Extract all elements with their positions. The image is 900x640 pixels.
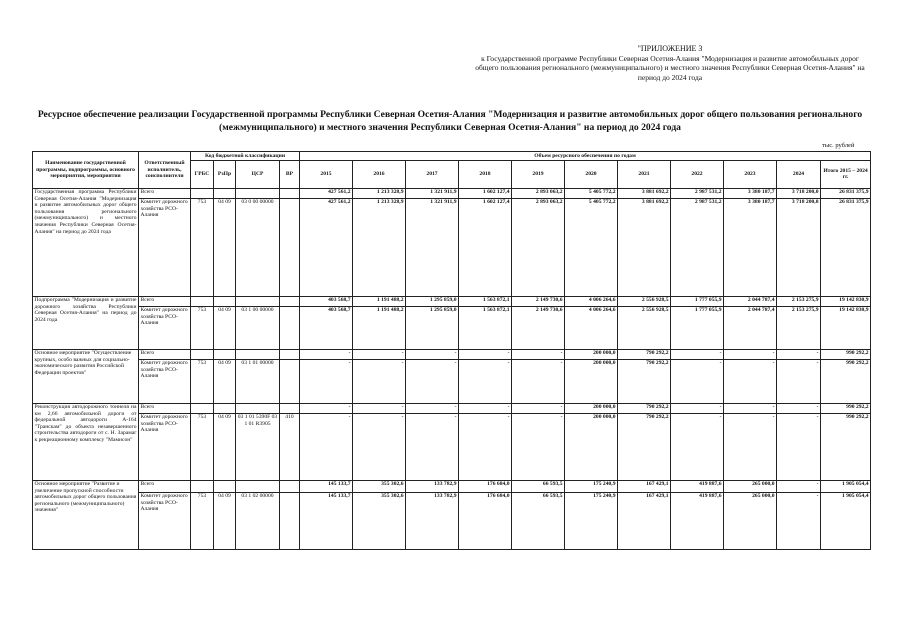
value-cell: 200 000,0 (565, 413, 618, 480)
rzpr-cell: 04 09 (214, 359, 236, 403)
value-cell: - (353, 359, 406, 403)
total-cell: 990 292,2 (821, 413, 871, 480)
value-cell: 790 292,2 (618, 359, 671, 403)
header-year: 2022 (671, 160, 724, 188)
csr-cell: 03 1 01 00000 (236, 359, 280, 403)
table-row (33, 349, 871, 359)
grbs-cell: 753 (191, 413, 214, 480)
header-year: 2017 (406, 160, 459, 188)
total-cell: 990 292,2 (821, 359, 871, 403)
table-row (33, 480, 871, 492)
executor-cell: Комитет дорожного хозяйства РСО-Алания (139, 413, 191, 480)
activity-name: Основное мероприятие "Осуществление крупных, особо важных для социально-экономического развития Российской Федерации проектов" (33, 349, 139, 403)
total-cell: 26 831 375,9 (821, 188, 871, 198)
header-total: Итого 2015 – 2024 гг. (821, 160, 871, 188)
value-cell: 200 000,0 (565, 403, 618, 413)
program-name: Государственная программа Республики Северная Осетия-Алания "Модернизация и развитие автомобильных дорог общего пользования регионального (межмуниципального) и местного значения Республики Северная Осетия-Алания" на период до 2024 года (33, 188, 139, 296)
subprogram-name: Подпрограмма "Модернизация и развитие дорожного хозяйства Республики Северная Осетия-Алания" на период до 2024 года (33, 296, 139, 349)
table-row (33, 296, 871, 306)
value-cell: 145 133,7 (300, 492, 353, 549)
table-row (33, 403, 871, 413)
grbs-cell: 753 (191, 359, 214, 403)
value-cell: 145 133,7 (300, 480, 353, 492)
resource-table (32, 151, 871, 550)
rzpr-cell: 04 09 (214, 306, 236, 349)
table-row (33, 492, 871, 549)
value-cell: - (724, 413, 777, 480)
value-cell: - (724, 359, 777, 403)
value-cell: 3 881 692,2 (618, 198, 671, 296)
value-cell: - (353, 403, 406, 413)
value-cell: 427 561,2 (300, 198, 353, 296)
value-cell: 1 321 911,9 (406, 188, 459, 198)
document-title: Ресурсное обеспечение реализации Государственной программы Республики Северная Осетия-Алания "Модернизация и развитие автомобильных дорог общего пользования регионального (межмуниципального) и местного значения Республики Северная Осетия-Алания" на период до 2024 года (37, 109, 863, 133)
value-cell: 5 405 772,2 (565, 198, 618, 296)
value-cell: 1 191 488,2 (353, 306, 406, 349)
header-year: 2020 (565, 160, 618, 188)
total-cell: 26 831 375,9 (821, 198, 871, 296)
value-cell: 2 987 531,2 (671, 198, 724, 296)
value-cell: 2 987 531,2 (671, 188, 724, 198)
activity-name: Реконструкция автодорожного тоннеля на км 2,66 автомобильной дороги от федеральной автодороги А-164 "Транскам" до объекта незавершенного строительства автодороги от с. Н. Зарамаг к рекреационному комплексу "Мамисон" (33, 403, 139, 480)
all-label: Всего (139, 349, 191, 359)
csr-cell: 03 0 00 00000 (236, 198, 280, 296)
table-row (33, 198, 871, 296)
value-cell: 175 240,9 (565, 480, 618, 492)
value-cell: 66 593,5 (512, 480, 565, 492)
table-row (33, 413, 871, 480)
header-year: 2018 (459, 160, 512, 188)
value-cell: 427 561,2 (300, 188, 353, 198)
rzpr-cell: 04 09 (214, 492, 236, 549)
value-cell: - (512, 359, 565, 403)
value-cell: 2 149 730,6 (512, 306, 565, 349)
header-row-1 (33, 152, 871, 161)
value-cell: - (512, 349, 565, 359)
value-cell: 2 044 787,4 (724, 296, 777, 306)
value-cell: - (671, 403, 724, 413)
value-cell: 5 405 772,2 (565, 188, 618, 198)
total-cell: 990 292,2 (821, 403, 871, 413)
value-cell: 1 321 911,9 (406, 198, 459, 296)
csr-cell: 03 1 02 00000 (236, 492, 280, 549)
value-cell: - (459, 359, 512, 403)
vr-cell: 410 (280, 413, 300, 480)
value-cell: - (353, 349, 406, 359)
all-label: Всего (139, 188, 191, 198)
value-cell: - (406, 359, 459, 403)
total-cell: 1 905 054,4 (821, 480, 871, 492)
activity-name: Основное мероприятие "Развитие и увеличение пропускной способности автомобильных дорог общего пользования регионального (межмуниципального) значения" (33, 480, 139, 549)
all-label: Всего (139, 403, 191, 413)
value-cell: 4 006 264,6 (565, 306, 618, 349)
appendix-heading: "ПРИЛОЖЕНИЕ 3 (637, 44, 703, 53)
header-rzpr: РзПр (214, 160, 236, 188)
value-cell: 2 556 928,5 (618, 296, 671, 306)
value-cell: - (300, 359, 353, 403)
value-cell: 2 149 730,6 (512, 296, 565, 306)
value-cell: 133 782,9 (406, 480, 459, 492)
vr-cell (280, 359, 300, 403)
value-cell: 3 718 200,0 (777, 198, 821, 296)
csr-cell: 03 1 00 00000 (236, 306, 280, 349)
value-cell: 265 000,0 (724, 480, 777, 492)
header-year: 2021 (618, 160, 671, 188)
value-cell: 3 380 187,7 (724, 188, 777, 198)
value-cell: 200 000,0 (565, 349, 618, 359)
vr-cell (280, 306, 300, 349)
value-cell: 1 777 055,9 (671, 296, 724, 306)
units-label: тыс. рублей (822, 142, 855, 149)
value-cell: - (777, 359, 821, 403)
total-cell: 990 292,2 (821, 349, 871, 359)
value-cell: - (459, 349, 512, 359)
value-cell: 1 563 872,1 (459, 306, 512, 349)
header-budget-code: Код бюджетной классификации (191, 152, 300, 161)
value-cell: 1 213 328,9 (353, 198, 406, 296)
value-cell: 790 292,2 (618, 413, 671, 480)
value-cell: 133 782,9 (406, 492, 459, 549)
header-grbs: ГРБС (191, 160, 214, 188)
value-cell: - (300, 413, 353, 480)
value-cell: - (353, 413, 406, 480)
value-cell: 4 006 264,6 (565, 296, 618, 306)
value-cell: 790 292,2 (618, 403, 671, 413)
value-cell: - (300, 403, 353, 413)
total-cell: 19 142 830,9 (821, 306, 871, 349)
value-cell: 2 153 275,9 (777, 296, 821, 306)
grbs-cell: 753 (191, 306, 214, 349)
value-cell: - (777, 492, 821, 549)
header-year: 2024 (777, 160, 821, 188)
value-cell: 3 718 200,0 (777, 188, 821, 198)
value-cell: 1 602 127,4 (459, 188, 512, 198)
value-cell: 2 153 275,9 (777, 306, 821, 349)
value-cell: 2 893 063,2 (512, 188, 565, 198)
executor-cell: Комитет дорожного хозяйства РСО-Алания (139, 198, 191, 296)
csr-cell: 03 1 01 5390F 03 1 01 R3905 (236, 413, 280, 480)
value-cell: - (777, 480, 821, 492)
value-cell: 790 292,2 (618, 349, 671, 359)
value-cell: - (777, 413, 821, 480)
value-cell: 176 684,0 (459, 480, 512, 492)
header-executor: Ответственный исполнитель, соисполнители (139, 152, 191, 189)
header-year: 2019 (512, 160, 565, 188)
grbs-cell: 753 (191, 492, 214, 549)
table-row (33, 359, 871, 403)
value-cell: - (406, 403, 459, 413)
all-label: Всего (139, 480, 191, 492)
header-csr: ЦСР (236, 160, 280, 188)
value-cell: 176 684,0 (459, 492, 512, 549)
value-cell: - (671, 359, 724, 403)
value-cell: - (406, 349, 459, 359)
value-cell: - (724, 349, 777, 359)
value-cell: - (459, 413, 512, 480)
total-cell: 1 905 054,4 (821, 492, 871, 549)
header-year: 2015 (300, 160, 353, 188)
value-cell: - (777, 349, 821, 359)
value-cell: - (671, 413, 724, 480)
value-cell: 419 887,6 (671, 480, 724, 492)
header-name: Наименование государственной программы, подпрограммы, основного мероприятия, мероприятия (33, 152, 139, 189)
executor-cell: Комитет дорожного хозяйства РСО-Алания (139, 492, 191, 549)
value-cell: 66 593,5 (512, 492, 565, 549)
value-cell: 1 777 055,9 (671, 306, 724, 349)
total-cell: 19 142 830,9 (821, 296, 871, 306)
value-cell: 175 240,9 (565, 492, 618, 549)
value-cell: 403 568,7 (300, 306, 353, 349)
value-cell: 200 000,0 (565, 359, 618, 403)
value-cell: - (724, 403, 777, 413)
value-cell: 265 000,0 (724, 492, 777, 549)
value-cell: 1 213 328,9 (353, 188, 406, 198)
header-vr: ВР (280, 160, 300, 188)
header-volume: Объем ресурсного обеспечения по годам (300, 152, 871, 161)
table-row (33, 306, 871, 349)
value-cell: - (512, 413, 565, 480)
header-year: 2023 (724, 160, 777, 188)
value-cell: 355 302,6 (353, 480, 406, 492)
value-cell: - (406, 413, 459, 480)
value-cell: 1 295 859,0 (406, 306, 459, 349)
value-cell: 1 191 488,2 (353, 296, 406, 306)
value-cell: 419 887,6 (671, 492, 724, 549)
value-cell: 2 556 928,5 (618, 306, 671, 349)
vr-cell (280, 492, 300, 549)
value-cell: - (459, 403, 512, 413)
value-cell: 355 302,6 (353, 492, 406, 549)
value-cell: - (300, 349, 353, 359)
executor-cell: Комитет дорожного хозяйства РСО-Алания (139, 306, 191, 349)
value-cell: 167 429,1 (618, 480, 671, 492)
grbs-cell: 753 (191, 198, 214, 296)
value-cell: - (777, 403, 821, 413)
appendix-block (470, 44, 870, 82)
value-cell: 1 563 872,1 (459, 296, 512, 306)
value-cell: 1 602 127,4 (459, 198, 512, 296)
value-cell: - (512, 403, 565, 413)
value-cell: 403 568,7 (300, 296, 353, 306)
header-year: 2016 (353, 160, 406, 188)
vr-cell (280, 198, 300, 296)
table-row (33, 188, 871, 198)
value-cell: 3 380 187,7 (724, 198, 777, 296)
value-cell: 3 881 692,2 (618, 188, 671, 198)
value-cell: 2 044 787,4 (724, 306, 777, 349)
appendix-text: к Государственной программе Республики Северная Осетия-Алания "Модернизация и развитие автомобильных дорог общего пользования регионального (межмуниципального) и местного значения Республики Северная Осетия-Алания" на период до 2024 года (475, 53, 865, 82)
value-cell: - (671, 349, 724, 359)
rzpr-cell: 04 09 (214, 198, 236, 296)
rzpr-cell: 04 09 (214, 413, 236, 480)
value-cell: 1 295 859,0 (406, 296, 459, 306)
value-cell: 2 893 063,2 (512, 198, 565, 296)
value-cell: 167 429,1 (618, 492, 671, 549)
all-label: Всего (139, 296, 191, 306)
executor-cell: Комитет дорожного хозяйства РСО-Алания (139, 359, 191, 403)
